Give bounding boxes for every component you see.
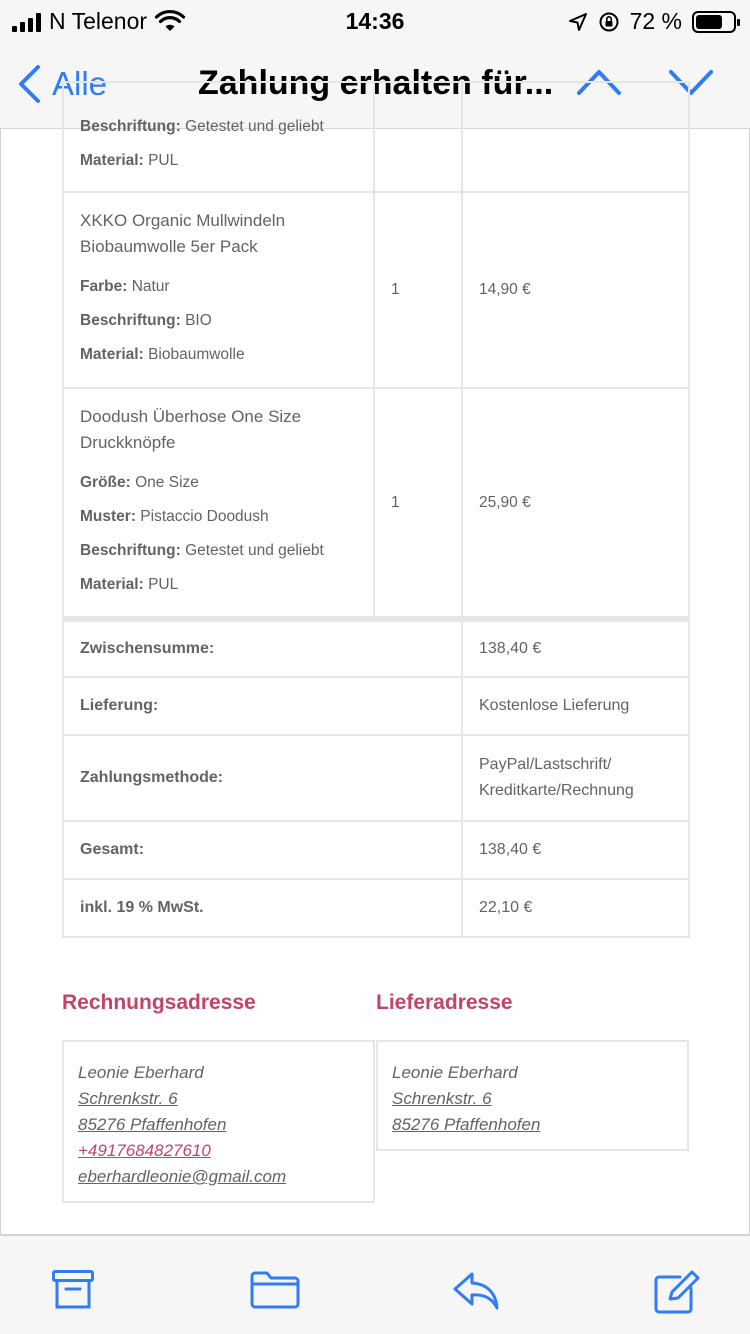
totals-label: Zahlungsmethode: <box>63 735 462 821</box>
totals-value: 22,10 € <box>462 879 689 937</box>
battery-fill <box>696 15 722 29</box>
item-attribute: Größe: One Size <box>80 474 199 491</box>
table-row <box>63 388 689 618</box>
billing-email-link[interactable]: eberhardleonie@gmail.com <box>78 1167 287 1186</box>
item-attribute: Beschriftung: Getestet und geliebt <box>80 118 324 135</box>
table-row <box>63 192 689 388</box>
totals-label: Gesamt: <box>63 821 462 879</box>
item-attribute: Farbe: Natur <box>80 278 170 295</box>
totals-label: inkl. 19 % MwSt. <box>63 879 462 937</box>
totals-label: Zwischensumme: <box>63 619 462 677</box>
carrier-label: N Telenor <box>49 8 148 34</box>
shipping-city[interactable]: 85276 Pfaffenhofen <box>392 1115 541 1134</box>
shipping-name: Leonie Eberhard <box>392 1063 518 1082</box>
quantity-cell: 1 <box>374 388 462 618</box>
status-bar <box>0 0 750 44</box>
billing-address-heading: Rechnungsadresse <box>62 991 256 1014</box>
quantity-cell <box>374 82 462 192</box>
item-attribute: Material: PUL <box>80 152 179 169</box>
order-totals-table <box>62 616 690 938</box>
item-name: Doodush Überhose One Size Druckknöpfe <box>80 407 302 452</box>
reply-icon <box>452 1270 500 1312</box>
page-title: Zahlung erhalten für... <box>198 64 554 102</box>
billing-street[interactable]: Schrenkstr. 6 <box>78 1089 178 1108</box>
item-cell <box>63 192 374 388</box>
item-attribute: Beschriftung: BIO <box>80 312 212 329</box>
back-label: Alle <box>52 65 108 102</box>
item-cell <box>63 388 374 618</box>
bottom-toolbar <box>0 1235 750 1334</box>
rotation-lock-icon <box>598 11 620 33</box>
totals-value: 138,40 € <box>462 821 689 879</box>
shipping-address-heading: Lieferadresse <box>376 991 513 1014</box>
totals-label: Lieferung: <box>63 677 462 735</box>
price-cell: 14,90 € <box>462 192 689 388</box>
move-to-folder-button[interactable] <box>250 1270 300 1315</box>
billing-city[interactable]: 85276 Pfaffenhofen <box>78 1115 227 1134</box>
table-row <box>63 677 689 735</box>
quantity-cell: 1 <box>374 192 462 388</box>
price-cell <box>462 82 689 192</box>
reply-button[interactable] <box>452 1270 500 1317</box>
status-time: 14:36 <box>345 8 405 34</box>
billing-name: Leonie Eberhard <box>78 1063 204 1082</box>
totals-value: Kostenlose Lieferung <box>462 677 689 735</box>
item-name: XKKO Organic Mullwindeln Biobaumwolle 5er Pack <box>80 211 286 256</box>
status-right <box>568 8 736 35</box>
table-row <box>63 619 689 677</box>
item-cell <box>63 82 374 192</box>
location-arrow-icon <box>568 12 588 32</box>
table-row <box>63 735 689 821</box>
item-attribute: Material: Biobaumwolle <box>80 346 245 363</box>
item-attribute: Muster: Pistaccio Doodush <box>80 508 269 525</box>
archive-icon <box>52 1270 94 1310</box>
item-attribute: Beschriftung: Getestet und geliebt <box>80 542 324 559</box>
chevron-left-icon <box>16 64 42 104</box>
item-attribute: Material: PUL <box>80 576 179 593</box>
billing-address-box <box>62 1040 375 1203</box>
price-cell: 25,90 € <box>462 388 689 618</box>
table-row <box>63 821 689 879</box>
folder-icon <box>250 1270 300 1310</box>
totals-value: PayPal/Lastschrift/ Kreditkarte/Rechnung <box>462 735 689 821</box>
table-row <box>63 82 689 192</box>
order-items-table <box>62 81 690 619</box>
battery-icon <box>692 11 736 33</box>
totals-value: 138,40 € <box>462 619 689 677</box>
table-row <box>63 879 689 937</box>
email-content[interactable] <box>0 118 750 1235</box>
archive-button[interactable] <box>52 1270 94 1315</box>
battery-percent: 72 % <box>629 8 682 34</box>
compose-icon <box>654 1270 700 1314</box>
compose-button[interactable] <box>654 1270 700 1319</box>
shipping-street[interactable]: Schrenkstr. 6 <box>392 1089 492 1108</box>
shipping-address-box <box>376 1040 689 1151</box>
billing-phone-link[interactable]: +4917684827610 <box>78 1141 211 1160</box>
